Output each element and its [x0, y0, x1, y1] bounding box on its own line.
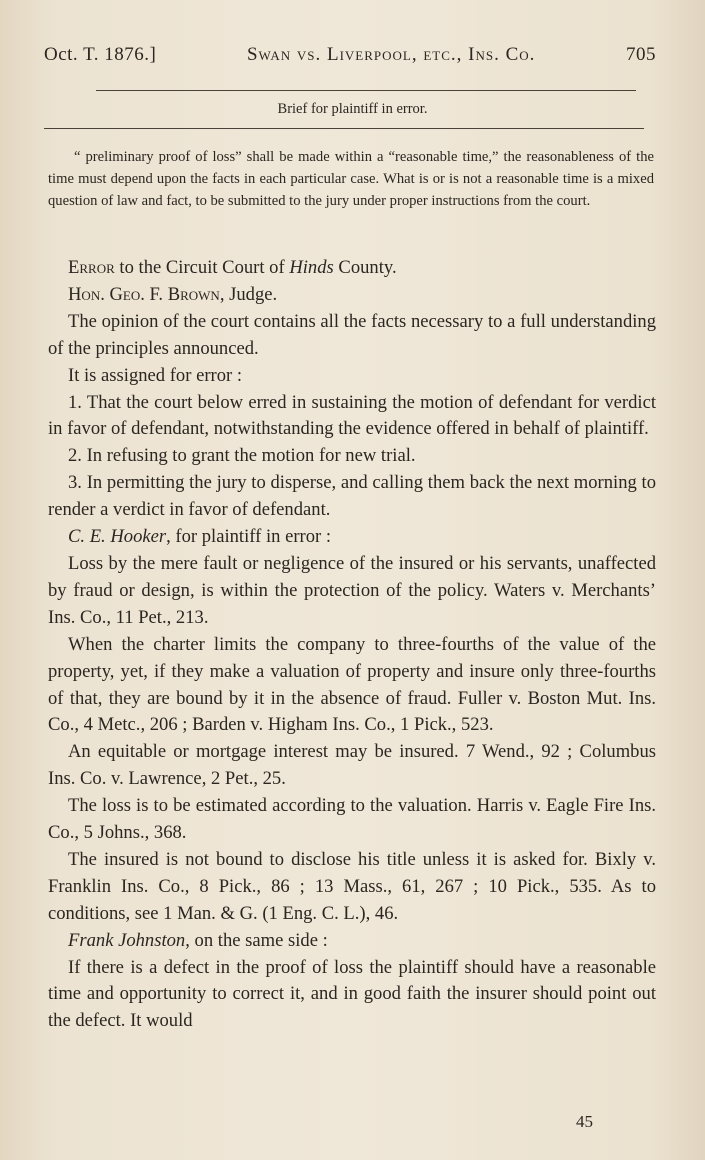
header-rule-bottom — [44, 128, 644, 129]
opinion-note: The opinion of the court contains all the facts necessary to a full understanding of the principles announced. — [48, 310, 656, 359]
counsel-name-2: Frank Johnston — [68, 929, 186, 951]
error-item-3: 3. In permitting the jury to disperse, and calling them back the next morning to render a verdict in favor of defendant. — [48, 472, 656, 521]
argument-5: The insured is not bound to disclose his title unless it is asked for. Bixly v. Franklin Ins. Co., 8 Pick., 86 ; 13 Mass., 61, 267 ; 10 Pick., 535. As to conditions, see 1 Man. & G. (1 Eng. C. L.), 46. — [48, 848, 656, 924]
argument-2: When the charter limits the company to three-fourths of the value of the property, yet, if they make a valuation of property and insure only three-fourths of that, they are bound by it in the absence of fraud. Fuller v. Boston Mut. Ins. Co., 4 Metc., 206 ; Barden v. Higham Ins. Co., 1 Pick., 523. — [48, 633, 656, 736]
judge-line — [48, 282, 656, 309]
error-text-before: to the Circuit Court of — [114, 257, 290, 278]
running-head — [44, 44, 656, 66]
judge-name: Hon. Geo. F. Brown — [68, 283, 220, 305]
argument-3: An equitable or mortgage interest may be insured. 7 Wend., 92 ; Columbus Ins. Co. v. Lawrence, 2 Pet., 25. — [48, 741, 656, 790]
error-item-2: 2. In refusing to grant the motion for new trial. — [68, 445, 416, 467]
argument-1: Loss by the mere fault or negligence of the insured or his servants, unaffected by fraud or design, is within the protection of the policy. Waters v. Merchants’ Ins. Co., 11 Pet., 213. — [48, 552, 656, 628]
error-text-after: County. — [333, 257, 397, 278]
error-item-1: 1. That the court below erred in sustaining the motion of defendant for verdict in favor of defendant, notwithstanding the evidence offered in behalf of plaintiff. — [48, 391, 656, 440]
counsel-line-1 — [48, 524, 656, 551]
case-title: Swan vs. Liverpool, etc., Ins. Co. — [246, 44, 536, 65]
syllabus-block — [48, 146, 654, 212]
error-lead: Error — [68, 257, 115, 278]
page-number: 705 — [625, 44, 656, 65]
counsel-role-1: , for plaintiff in error : — [166, 526, 332, 548]
final-paragraph: If there is a defect in the proof of loss the plaintiff should have a reasonable time and opportunity to correct it, and in good faith the insurer should point out the defect. It would — [48, 956, 656, 1032]
judge-title: , Judge. — [219, 283, 278, 305]
assigned-line: It is assigned for error : — [68, 364, 243, 386]
counsel-name-1: C. E. Hooker — [68, 526, 167, 548]
signature-mark: 45 — [576, 1112, 593, 1131]
counsel-line-2 — [48, 928, 656, 955]
brief-body — [48, 255, 656, 1035]
error-line — [48, 255, 656, 282]
argument-4: The loss is to be estimated according to the valuation. Harris v. Eagle Fire Ins. Co., 5 Johns., 368. — [48, 795, 656, 844]
county-name: Hinds — [289, 257, 334, 278]
counsel-role-2: , on the same side : — [185, 929, 328, 951]
syllabus-text: “ preliminary proof of loss” shall be made within a “reasonable time,” the reasonableness of the time must depend upon the facts in each particular case. What is or is not a reasonable time is a mixed question of law and fact, to be submitted to the jury under proper instructions from the court. — [48, 149, 654, 209]
subheading: Brief for plaintiff in error. — [277, 101, 428, 117]
term-label: Oct. T. 1876.] — [44, 44, 157, 65]
header-rule-top — [96, 90, 636, 91]
